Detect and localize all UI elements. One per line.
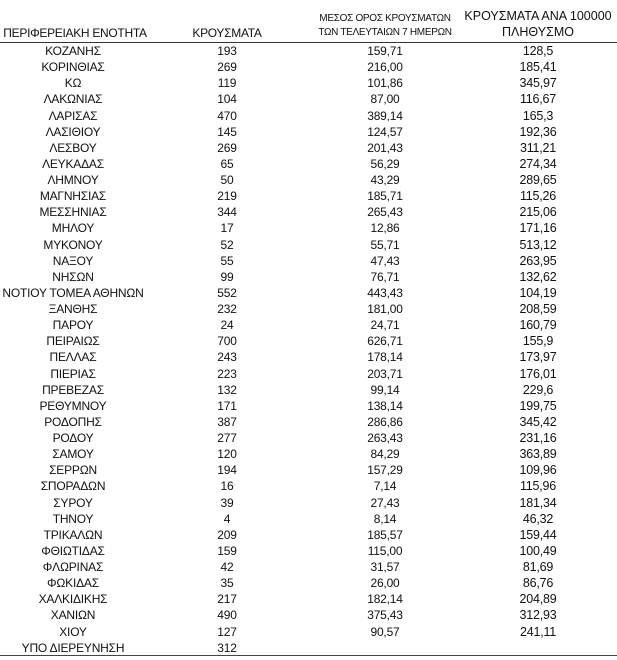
avg-cell: 443,43 — [367, 285, 403, 300]
per100k-cell: 311,21 — [519, 140, 557, 155]
cases-cell: 35 — [220, 576, 234, 591]
cases-cell: 194 — [217, 463, 237, 478]
table-row — [0, 204, 617, 220]
avg-cell: 182,14 — [367, 592, 403, 607]
per100k-cell: 199,75 — [519, 398, 557, 413]
per100k-cell: 312,93 — [519, 608, 557, 623]
region-cell: ΤΗΝΟΥ — [52, 511, 94, 526]
table-row — [0, 59, 617, 75]
region-cell: ΦΘΙΩΤΙΔΑΣ — [41, 543, 105, 558]
table-row — [0, 75, 617, 91]
region-cell: ΛΕΣΒΟΥ — [49, 140, 97, 155]
cases-cell: 132 — [217, 382, 237, 397]
per100k-cell: 513,12 — [519, 237, 557, 252]
cases-cell: 269 — [217, 60, 237, 75]
avg-cell: 375,43 — [367, 608, 403, 623]
header-cases: ΚΡΟΥΣΜΑΤΑ — [192, 26, 262, 40]
cases-cell: 490 — [217, 608, 237, 623]
table-row — [0, 495, 617, 511]
table-row — [0, 543, 617, 559]
cases-cell: 209 — [217, 527, 237, 542]
region-cell: ΧΙΟΥ — [59, 624, 87, 639]
cases-cell: 104 — [217, 92, 237, 107]
avg-cell: 27,43 — [370, 495, 400, 510]
avg-cell: 286,86 — [367, 414, 403, 429]
avg-cell: 12,86 — [370, 221, 400, 236]
table-row — [0, 591, 617, 607]
per100k-cell: 274,34 — [519, 156, 557, 171]
per100k-cell: 363,89 — [519, 447, 557, 462]
avg-cell: 201,43 — [367, 140, 403, 155]
avg-cell: 47,43 — [370, 253, 400, 268]
cases-cell: 269 — [217, 140, 237, 155]
table-row — [0, 640, 617, 656]
header-avg-line1: ΜΕΣΟΣ ΟΡΟΣ ΚΡΟΥΣΜΑΤΩΝ — [319, 13, 451, 24]
cases-cell: 4 — [223, 511, 231, 526]
avg-cell: 159,71 — [367, 44, 403, 58]
header-avg-line2: ΤΩΝ ΤΕΛΕΥΤΑΙΩΝ 7 ΗΜΕΡΩΝ — [318, 27, 452, 38]
region-cell: ΚΩ — [64, 76, 82, 91]
avg-cell: 263,43 — [367, 431, 403, 445]
table-row — [0, 511, 617, 527]
cases-cell: 193 — [217, 44, 237, 58]
cases-cell: 39 — [220, 495, 234, 510]
per100k-cell: 176,01 — [519, 366, 557, 381]
table-row — [0, 414, 617, 430]
region-cell: ΝΑΞΟΥ — [52, 253, 94, 268]
header-per100k — [455, 8, 617, 40]
region-cell: ΛΕΥΚΑΔΑΣ — [42, 156, 104, 171]
table-row — [0, 527, 617, 543]
table-row — [0, 285, 617, 301]
cases-cell: 52 — [220, 237, 234, 252]
per100k-cell: 115,26 — [519, 189, 557, 204]
table-row — [0, 172, 617, 188]
cases-cell: 387 — [217, 414, 237, 429]
cases-cell: 223 — [217, 366, 237, 381]
cases-cell: 219 — [217, 189, 237, 204]
avg-cell: 8,14 — [373, 511, 397, 526]
table-row — [0, 188, 617, 204]
per100k-cell: 204,89 — [519, 592, 557, 607]
header-region: ΠΕΡΙΦΕΡΕΙΑΚΗ ΕΝΟΤΗΤΑ — [3, 26, 147, 40]
table-row — [0, 462, 617, 478]
region-cell: ΝΗΣΩΝ — [52, 269, 94, 284]
table-row — [0, 398, 617, 414]
avg-cell: 157,29 — [367, 463, 403, 478]
cases-cell: 700 — [217, 334, 237, 349]
per100k-cell: 81,69 — [522, 560, 554, 574]
per100k-cell: 100,49 — [519, 543, 557, 558]
per100k-cell: 289,65 — [519, 173, 557, 187]
avg-cell: 99,14 — [370, 382, 400, 397]
per100k-cell: 132,62 — [519, 269, 557, 284]
table-row — [0, 446, 617, 462]
table-row — [0, 366, 617, 382]
region-cell: ΠΑΡΟΥ — [52, 318, 94, 333]
table-row — [0, 559, 617, 575]
avg-cell: 216,00 — [367, 60, 403, 75]
table-row — [0, 317, 617, 333]
table-row — [0, 140, 617, 156]
cases-cell: 243 — [217, 350, 237, 365]
cases-cell: 119 — [217, 76, 237, 91]
table-body — [0, 43, 617, 656]
region-cell: ΠΕΛΛΑΣ — [49, 350, 97, 365]
avg-cell: 76,71 — [370, 269, 400, 284]
region-cell: ΜΑΓΝΗΣΙΑΣ — [39, 189, 107, 204]
per100k-cell: 159,44 — [519, 527, 557, 542]
region-cell: ΡΟΔΟΠΗΣ — [44, 414, 102, 429]
per100k-cell: 165,3 — [522, 108, 554, 123]
avg-cell: 626,71 — [367, 334, 403, 349]
region-cell: ΡΟΔΟΥ — [52, 431, 94, 445]
table-row — [0, 156, 617, 172]
cases-cell: 312 — [217, 640, 237, 655]
avg-cell: 203,71 — [367, 366, 403, 381]
avg-cell: 178,14 — [367, 350, 403, 365]
avg-cell: 138,14 — [367, 398, 403, 413]
table-row — [0, 430, 617, 446]
region-cell: ΞΑΝΘΗΣ — [48, 302, 98, 316]
cases-cell: 16 — [220, 479, 234, 494]
region-cell: ΛΑΣΙΘΙΟΥ — [45, 124, 101, 139]
per100k-cell: 116,67 — [519, 92, 557, 107]
cases-cell: 55 — [220, 253, 234, 268]
cases-cell: 127 — [217, 624, 237, 639]
region-cell: ΝΟΤΙΟΥ ΤΟΜΕΑ ΑΘΗΝΩΝ — [2, 285, 144, 300]
table-row — [0, 382, 617, 398]
per100k-cell: 345,42 — [519, 414, 557, 429]
avg-cell: 24,71 — [370, 318, 400, 333]
per100k-cell: 185,41 — [519, 60, 557, 75]
cases-cell: 552 — [217, 285, 237, 300]
region-cell: ΠΡΕΒΕΖΑΣ — [42, 382, 104, 397]
cases-cell: 17 — [220, 221, 234, 236]
region-cell: ΡΕΘΥΜΝΟΥ — [39, 398, 107, 413]
region-cell: ΣΕΡΡΩΝ — [49, 463, 97, 478]
avg-cell: 55,71 — [370, 237, 400, 252]
per100k-cell: 109,96 — [519, 463, 557, 478]
region-cell: ΠΙΕΡΙΑΣ — [50, 366, 96, 381]
per100k-cell: 46,32 — [522, 511, 554, 526]
per100k-cell: 208,59 — [519, 302, 557, 316]
per100k-cell: 86,76 — [522, 576, 554, 591]
per100k-cell: 215,06 — [519, 205, 557, 220]
avg-cell: 26,00 — [370, 576, 400, 591]
per100k-cell: 229,6 — [522, 382, 554, 397]
table-row — [0, 575, 617, 591]
cases-cell: 217 — [217, 592, 237, 607]
table-bottom-rule — [0, 655, 617, 656]
table-header — [0, 0, 617, 43]
avg-cell: 185,71 — [367, 189, 403, 204]
region-cell: ΦΛΩΡΙΝΑΣ — [42, 560, 104, 574]
cases-cell: 344 — [217, 205, 237, 220]
per100k-cell: 181,34 — [519, 495, 557, 510]
region-cell: ΧΑΝΙΩΝ — [50, 608, 96, 623]
per100k-cell: 173,97 — [519, 350, 557, 365]
cases-cell: 277 — [217, 431, 237, 445]
per100k-cell: 171,16 — [519, 221, 557, 236]
avg-cell: 265,43 — [367, 205, 403, 220]
table-row — [0, 91, 617, 107]
region-cell: ΥΠΟ ΔΙΕΡΕΥΝΗΣΗ — [21, 640, 125, 655]
region-cell: ΣΠΟΡΑΔΩΝ — [40, 479, 106, 494]
region-cell: ΜΗΛΟΥ — [51, 221, 95, 236]
avg-cell: 31,57 — [370, 560, 400, 574]
table-row — [0, 237, 617, 253]
table-row — [0, 108, 617, 124]
table-row — [0, 269, 617, 285]
per100k-cell: 115,96 — [519, 479, 557, 494]
table-row — [0, 478, 617, 494]
table-row — [0, 253, 617, 269]
table-row — [0, 220, 617, 236]
region-cell: ΠΕΙΡΑΙΩΣ — [46, 334, 100, 349]
table-row — [0, 333, 617, 349]
avg-cell: 7,14 — [373, 479, 397, 494]
cases-cell: 99 — [220, 269, 234, 284]
header-per100k-line1: ΚΡΟΥΣΜΑΤΑ ΑΝΑ 100000 — [464, 9, 612, 23]
avg-cell: 389,14 — [367, 108, 403, 123]
region-cell: ΦΩΚΙΔΑΣ — [47, 576, 99, 591]
per100k-cell: 155,9 — [522, 334, 554, 349]
table-row — [0, 301, 617, 317]
avg-cell: 124,57 — [367, 124, 403, 139]
region-cell: ΜΕΣΣΗΝΙΑΣ — [39, 205, 107, 220]
cases-cell: 24 — [220, 318, 234, 333]
region-cell: ΛΑΡΙΣΑΣ — [48, 108, 98, 123]
avg-cell: 101,86 — [367, 76, 403, 91]
avg-cell: 185,57 — [367, 527, 403, 542]
per100k-cell: 231,16 — [519, 431, 557, 445]
avg-cell: 181,00 — [367, 302, 403, 316]
region-cell: ΣΑΜΟΥ — [52, 447, 94, 462]
header-per100k-line2: ΠΛΗΘΥΣΜΟ — [502, 25, 574, 39]
table-row — [0, 349, 617, 365]
avg-cell: 43,29 — [370, 173, 400, 187]
table-row — [0, 124, 617, 140]
table-row — [0, 43, 617, 59]
region-cell: ΧΑΛΚΙΔΙΚΗΣ — [38, 592, 108, 607]
cases-cell: 159 — [217, 543, 237, 558]
cases-cell: 42 — [220, 560, 234, 574]
avg-cell: 90,57 — [370, 624, 400, 639]
cases-cell: 232 — [217, 302, 237, 316]
avg-cell: 87,00 — [370, 92, 400, 107]
per100k-cell: 104,19 — [519, 285, 557, 300]
per100k-cell: 160,79 — [519, 318, 557, 333]
cases-cell: 50 — [220, 173, 234, 187]
cases-cell: 470 — [217, 108, 237, 123]
cases-cell: 145 — [217, 124, 237, 139]
per100k-cell: 128,5 — [522, 44, 554, 58]
avg-cell: 84,29 — [370, 447, 400, 462]
region-cell: ΤΡΙΚΑΛΩΝ — [43, 527, 103, 542]
avg-cell: 56,29 — [370, 156, 400, 171]
region-cell: ΜΥΚΟΝΟΥ — [43, 237, 103, 252]
avg-cell: 115,00 — [367, 543, 403, 558]
per100k-cell: 192,36 — [519, 124, 557, 139]
cases-cell: 171 — [217, 398, 237, 413]
cases-cell: 120 — [217, 447, 237, 462]
region-cell: ΚΟΡΙΝΘΙΑΣ — [41, 60, 105, 75]
per100k-cell: 345,97 — [519, 76, 557, 91]
per100k-cell: 263,95 — [519, 253, 557, 268]
header-avg — [300, 12, 470, 40]
region-cell: ΣΥΡΟΥ — [53, 495, 93, 510]
region-cell: ΛΑΚΩΝΙΑΣ — [43, 92, 103, 107]
cases-cell: 65 — [220, 156, 234, 171]
table-row — [0, 624, 617, 640]
region-cell: ΚΟΖΑΝΗΣ — [45, 44, 101, 58]
region-cell: ΛΗΜΝΟΥ — [47, 173, 99, 187]
per100k-cell: 241,11 — [519, 624, 557, 639]
table-row — [0, 607, 617, 623]
